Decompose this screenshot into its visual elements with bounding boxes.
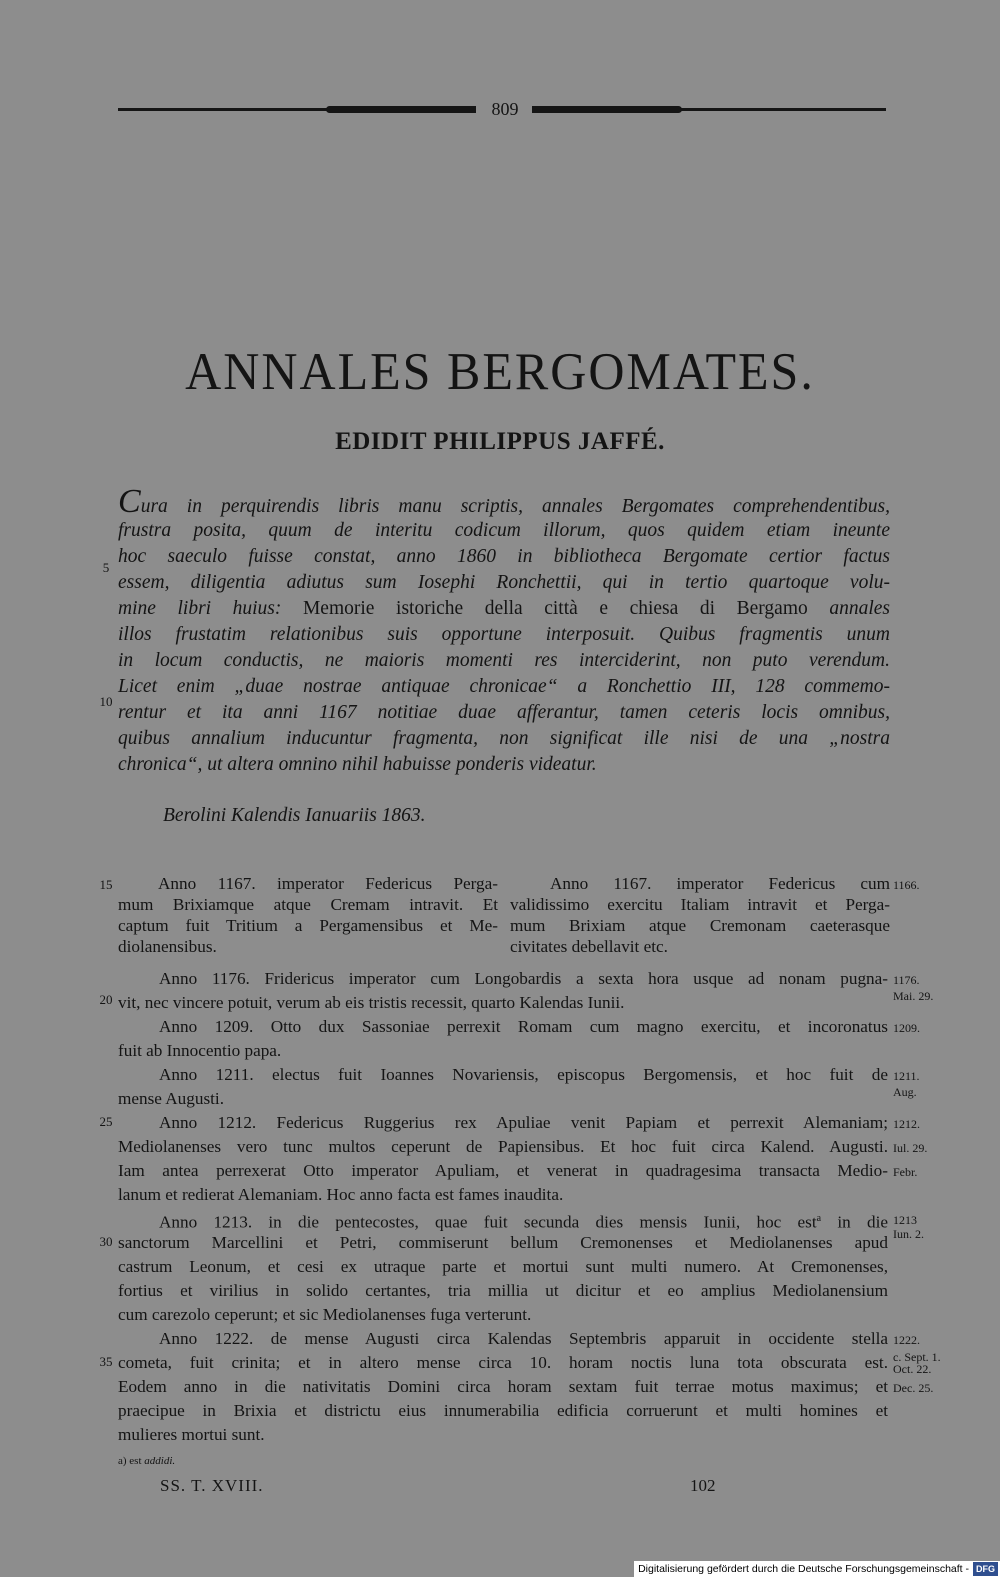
entry-line: cum carezolo ceperunt; et sic Mediolanenses fuga verterunt.: [118, 1305, 532, 1324]
margin-note: 1176.: [893, 973, 920, 987]
margin-note: Dec. 25.: [893, 1381, 934, 1395]
page-header: [118, 100, 886, 120]
margin-note: 1209.: [893, 1021, 920, 1035]
line-number: 15: [99, 877, 113, 892]
entry-line: lanum et redierat Alemaniam. Hoc anno facta est fames inaudita.: [118, 1185, 564, 1204]
preface: [118, 483, 890, 778]
entry-line: Anno 1209. Otto dux Sassoniae perrexit Romam cum magno exercitu, et incoronatus: [159, 1017, 888, 1036]
entry-line: praecipue in Brixia et districtu eius innumerabilia edificia corruerunt et multi homines et: [118, 1401, 888, 1420]
page-number: 809: [491, 99, 519, 119]
margin-note: 1211.: [893, 1069, 920, 1083]
margin-note: 1213: [893, 1213, 917, 1227]
entry-line: mulieres mortui sunt.: [118, 1425, 265, 1444]
preface-line: hoc saeculo fuisse constat, anno 1860 in bibliotheca Bergomate certior factus: [118, 546, 890, 567]
margin-note: 1166.: [893, 878, 920, 892]
entry-line: Anno 1213. in die pentecostes, quae fuit secunda dies mensis Iunii, hoc est$^a$ in die: [159, 1212, 888, 1232]
preface-line: mine libri huius: Memorie istoriche della città e chiesa di Bergamo annales: [118, 598, 890, 619]
preface-line: in locum conductis, ne maioris momenti res interciderint, non puto verendum.: [118, 650, 890, 671]
entry-line: fortius et virilius in solido certantes, tria millia ut dicitur et eo amplius Mediolanensium: [118, 1281, 888, 1300]
line-number: 10: [99, 694, 113, 709]
entry-line: Anno 1222. de mense Augusti circa Kalendas Septembris apparuit in occidente stella: [159, 1329, 888, 1348]
preface-line: rentur et ita anni 1167 notitiae duae afferantur, tamen ceteris locis omnibus,: [118, 702, 890, 723]
preface-line: frustra posita, quum de interitu codicum illorum, quos quidem etiam ineunte: [118, 520, 890, 541]
column-line: civitates debellavit etc.: [510, 937, 668, 956]
column-line: Anno 1167. imperator Federicus Perga-: [158, 874, 498, 893]
header-rule-right: [532, 108, 886, 111]
column-line: diolanensibus.: [118, 937, 217, 956]
preface-line: Cura in perquirendis libris manu scriptis, annales Bergomates comprehendentibus,: [118, 483, 890, 520]
preface-line: essem, diligentia adiutus sum Iosephi Ronchettii, qui in tertio quartoque volu-: [118, 572, 890, 593]
column-line: captum fuit Tritium a Pergamensibus et Me-: [118, 916, 498, 935]
entry-line: castrum Leonum, et cesi ex utraque parte et mortui sunt multi numero. At Cremonenses,: [118, 1257, 888, 1276]
margin-note: Febr.: [893, 1165, 918, 1179]
left-column: [118, 873, 498, 957]
margin-note: c. Sept. 1.: [893, 1350, 941, 1364]
entry-line: Anno 1212. Federicus Ruggerius rex Apuliae venit Papiam et perrexit Alemaniam;: [159, 1113, 888, 1132]
column-line: Anno 1167. imperator Federicus cum: [550, 874, 890, 893]
column-line: validissimo exercitu Italiam intravit et Perga-: [510, 895, 890, 914]
sheet-number: 102: [690, 1476, 716, 1495]
line-number: 25: [99, 1114, 113, 1129]
preface-signoff: Berolini Kalendis Ianuariis 1863.: [163, 805, 426, 826]
margin-note: Aug.: [893, 1085, 917, 1099]
margin-note: 1212.: [893, 1117, 920, 1131]
preface-line: illos frustatim relationibus suis opportune interposuit. Quibus fragmentis unum: [118, 624, 890, 645]
annal-entries: [118, 967, 888, 1447]
entry-line: Eodem anno in die nativitatis Domini circa horam sextam fuit terrae motus maximus; et: [118, 1377, 888, 1396]
entry-line: Mediolanenses vero tunc multos ceperunt de Papiensibus. Et hoc fuit circa Kalend. Augusti.: [118, 1137, 888, 1156]
footnote-ref: a: [816, 1213, 822, 1224]
dfg-logo-icon: DFG: [973, 1562, 998, 1576]
entry-line: cometa, fuit crinita; et in altero mense circa 10. horam noctis luna tota obscurata est.: [118, 1353, 888, 1372]
line-number: 35: [99, 1354, 113, 1369]
margin-note: Oct. 22.: [893, 1362, 932, 1376]
margin-note: 1222.: [893, 1333, 920, 1347]
line-number: 20: [99, 992, 113, 1007]
preface-line: Licet enim „duae nostrae antiquae chronicae“ a Ronchettio III, 128 commemo-: [118, 676, 890, 697]
right-column: [510, 873, 890, 957]
entry-line: Anno 1211. electus fuit Ioannes Novariensis, episcopus Bergomensis, et hoc fuit de: [159, 1065, 888, 1084]
margin-note: Iun. 2.: [893, 1227, 924, 1241]
entry-line: Anno 1176. Fridericus imperator cum Longobardis a sexta hora usque ad nonam pugna-: [159, 969, 888, 988]
column-line: mum Brixiamque atque Cremam intravit. Et: [118, 895, 498, 914]
entry-line: Iam antea perrexerat Otto imperator Apuliam, et venerat in quadragesima transacta Medio-: [118, 1161, 888, 1180]
header-rule-left: [118, 108, 476, 111]
dfg-credit-bar: Digitalisierung gefördert durch die Deutsche Forschungsgemeinschaft - DFG: [634, 1561, 1000, 1577]
preface-line: quibus annalium inducuntur fragmenta, non significat ille nisi de una „nostra: [118, 728, 890, 749]
entry-line: mense Augusti.: [118, 1089, 224, 1108]
margin-note: Iul. 29.: [893, 1141, 928, 1155]
page-title: ANNALES BERGOMATES.: [185, 341, 815, 401]
entry-line: sanctorum Marcellini et Petri, commiserunt bellum Cremonenses et Mediolanenses apud: [118, 1233, 888, 1252]
column-line: mum Brixiam atque Cremonam caeterasque: [510, 916, 890, 935]
book-title: Memorie istoriche della città e chiesa di Bergamo: [302, 598, 808, 619]
drop-cap: C: [118, 483, 141, 520]
entry-line: vit, nec vincere potuit, verum ab eis tristis recessit, quarto Kalendas Iunii.: [118, 993, 625, 1012]
footnote: a) est addidi.: [118, 1455, 176, 1467]
editor-line: EDIDIT PHILIPPUS JAFFÉ.: [335, 428, 665, 455]
preface-line: chronica“, ut altera omnino nihil habuisse ponderis videatur.: [118, 754, 597, 775]
line-number: 30: [99, 1234, 113, 1249]
line-number: 5: [102, 560, 110, 575]
margin-note: Mai. 29.: [893, 989, 934, 1003]
printer-signature: SS. T. XVIII.: [160, 1476, 264, 1495]
entry-line: fuit ab Innocentio papa.: [118, 1041, 282, 1060]
